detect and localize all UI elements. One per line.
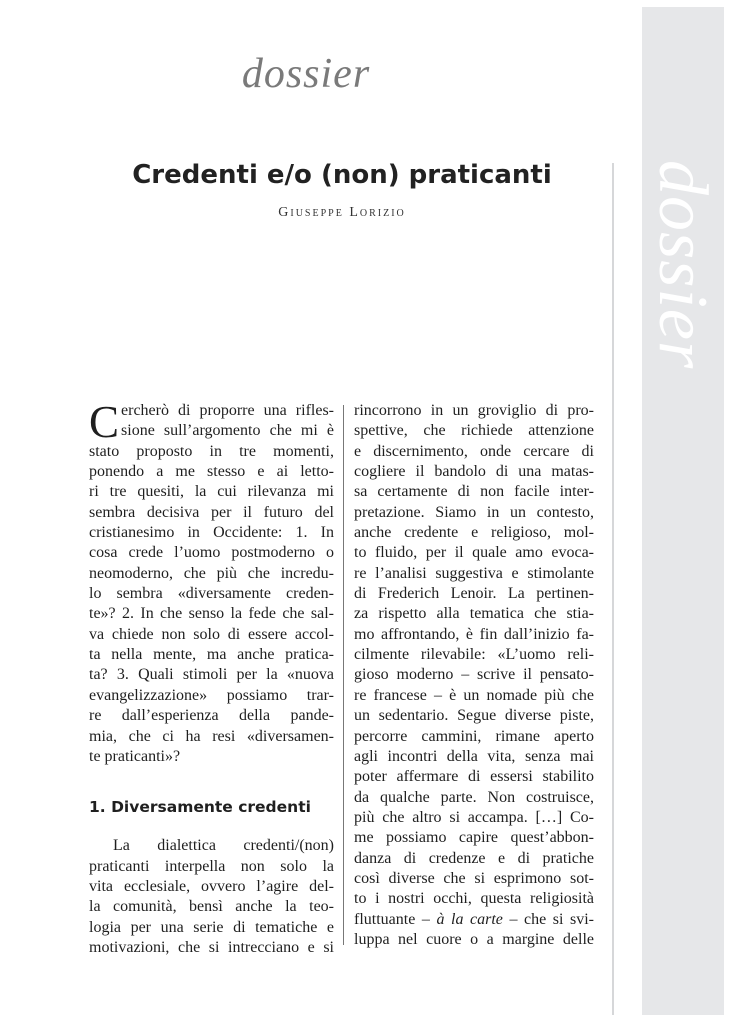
text-line: sa certamente di non facile inter- xyxy=(354,483,594,501)
text-line: ercherò di proporre una rifles- xyxy=(121,402,334,419)
text-line: agli incontri della vita, senza mai xyxy=(354,747,594,765)
text-line: to fluido, per il quale amo evoca- xyxy=(354,544,594,562)
text-line: logia per una serie di tematiche e xyxy=(89,918,334,936)
text-line: pretazione. Siamo in un contesto, xyxy=(354,503,594,521)
text-line: motivazioni, che si intrecciano e si xyxy=(89,938,334,956)
text-line: sione sull’argomento che mi è xyxy=(121,422,334,440)
text-line: za rispetto alla tematica che stia- xyxy=(354,605,594,623)
text-line: re francese – è un nomade più che xyxy=(354,686,594,704)
text-line: to i nostri occhi, questa religiosità xyxy=(354,890,594,908)
text-line: ponendo a me stesso e ai letto- xyxy=(89,463,334,481)
text-line: cilmente rilevabile: «L’uomo reli- xyxy=(354,646,594,664)
text-line: stato proposto in tre momenti, xyxy=(89,442,334,460)
text-line: vita ecclesiale, ovvero l’agire del- xyxy=(89,877,334,895)
text-line: La dialettica credenti/(non) xyxy=(113,837,334,855)
text-line: sembra decisiva per il futuro del xyxy=(89,503,334,521)
text-line: va chiede non solo di essere accol- xyxy=(89,625,334,643)
left-column xyxy=(89,397,334,958)
text-line: cristianesimo in Occidente: 1. In xyxy=(89,524,334,542)
section-kicker: dossier xyxy=(241,51,371,97)
text-line: da qualche parte. Non costruisce, xyxy=(354,788,594,806)
text-line: anche credente e religioso, mol- xyxy=(354,524,594,542)
text-line: e discernimento, onde cercare di xyxy=(354,442,594,460)
intro-paragraph xyxy=(89,397,334,767)
right-column xyxy=(354,401,594,950)
text-line: la comunità, bensì anche la teo- xyxy=(89,898,334,916)
text-line: fluttuante – à la carte – che si svi- xyxy=(354,910,595,928)
column-divider xyxy=(343,405,344,945)
text-line: percorre cammini, rimane aperto xyxy=(354,727,594,745)
text-line: ri tre quesiti, la cui rilevanza mi xyxy=(89,483,334,501)
text-line: di Frederich Lenoir. La pertinen- xyxy=(354,585,594,603)
section-paragraph xyxy=(89,836,334,958)
text-line: te praticanti»? xyxy=(89,747,181,765)
text-line: ta nella mente, ma anche pratica- xyxy=(89,646,334,664)
text-line: ta? 3. Quali stimoli per la «nuova xyxy=(89,666,334,684)
text-line: rincorrono in un groviglio di pro- xyxy=(354,402,594,419)
text-line: me possiamo capire quest’abbon- xyxy=(354,829,594,847)
text-line: spettive, che richiede attenzione xyxy=(354,422,594,440)
text-line: mo affrontando, è fin dall’inizio fa- xyxy=(354,625,594,643)
article-title: Credenti e/o (non) praticanti xyxy=(132,160,552,190)
text-line: evangelizzazione» possiamo trar- xyxy=(89,686,334,704)
text-line: te»? 2. In che senso la fede che sal- xyxy=(89,605,334,623)
text-line: re dall’esperienza della pande- xyxy=(89,707,334,725)
right-paragraph xyxy=(354,401,594,910)
text-line: poter affermare di essersi stabilito xyxy=(354,768,594,786)
text-line: neomoderno, che più che incredu- xyxy=(89,564,334,582)
text-line: luppa nel cuore o a margine delle xyxy=(354,930,594,948)
text-line: gioso moderno – scrive il pensato- xyxy=(354,666,594,684)
text-line: più che altro si accampa. […] Co- xyxy=(354,808,594,826)
text-line: mia, che ci ha resi «diversamen- xyxy=(89,727,334,745)
text-line: un sedentario. Segue diverse piste, xyxy=(354,707,594,725)
text-line: danza di credenze e di pratiche xyxy=(354,849,594,867)
sidebar-dossier-label: dossier xyxy=(644,160,721,370)
text-line: cosa crede l’uomo postmoderno o xyxy=(89,544,334,562)
text-line: così diverse che si esprimono sot- xyxy=(354,869,594,887)
text-line: re l’analisi suggestiva e stimolante xyxy=(354,564,594,582)
section-heading: 1. Diversamente credenti xyxy=(89,798,311,817)
drop-cap: C xyxy=(89,397,120,447)
text-line: praticanti interpella non solo la xyxy=(89,857,334,875)
text-line: lo sembra «diversamente creden- xyxy=(89,585,334,603)
text-line: cogliere il bandolo di una matas- xyxy=(354,463,594,481)
article-author: Giuseppe Lorizio xyxy=(278,205,406,220)
sidebar-rule xyxy=(612,163,614,1015)
sidebar-band xyxy=(642,7,724,1015)
